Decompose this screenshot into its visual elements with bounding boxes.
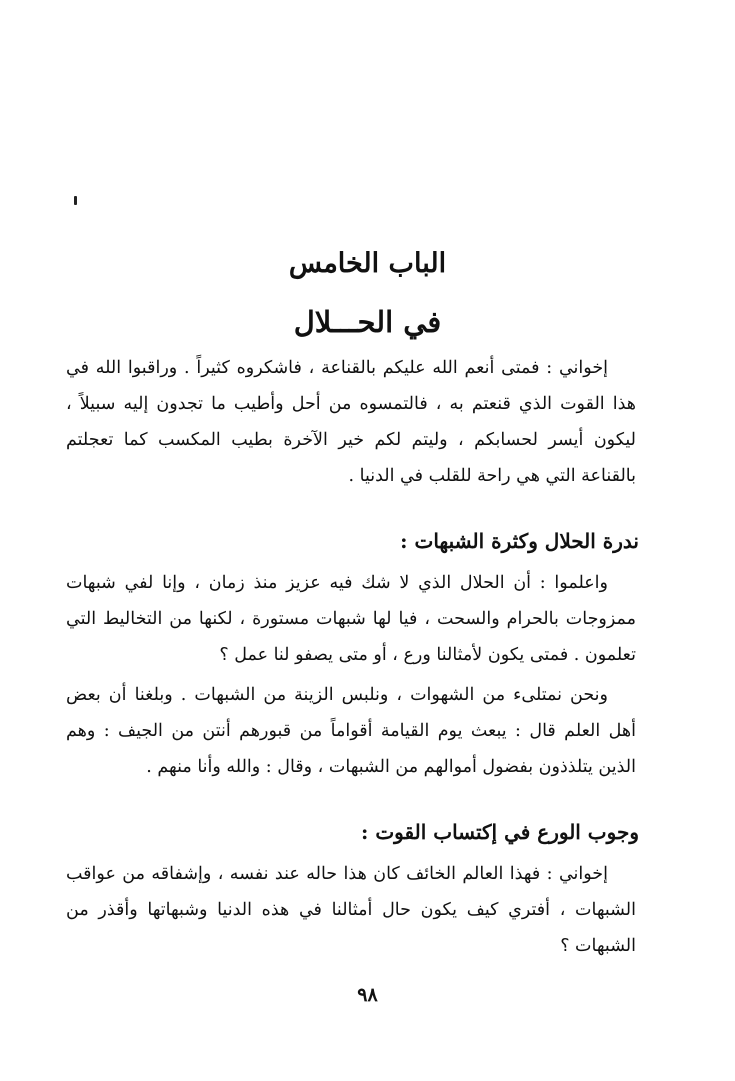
section-heading-piety: وجوب الورع في إكتساب القوت : xyxy=(361,820,639,844)
paragraph-text: إخواني : فمتى أنعم الله عليكم بالقناعة ، فاشكروه كثيراً . وراقبوا الله في هذا القوت الذي قنعتم به ، فالتمسوه من أحل وأطيب ما تجدون إليه سبيلاً ، ليكون أيسر لحسابكم ، وليتم لكم خير الآخرة بطيب المكسب كما تعجلتم بالقناعة التي هي راحة للقلب في الدنيا . xyxy=(66,358,636,486)
paragraph-text: إخواني : فهذا العالم الخائف كان هذا حاله عند نفسه ، وإشفاقه من عواقب الشبهات ، أفتري كيف يكون حال أمثالنا في هذه الدنيا وشبهاتها وأقذر من الشبهات ؟ xyxy=(66,864,636,956)
paragraph-intro xyxy=(66,350,636,494)
paragraph-text: ونحن نمتلىء من الشهوات ، ونلبس الزينة من الشبهات . وبلغنا أن بعض أهل العلم قال : يبعث يوم القيامة أقواماً من قبورهم أنتن من الجيف : وهم الذين يتلذذون بفضول أموالهم من الشبهات ، وقال : والله وأنا منهم . xyxy=(66,685,636,777)
paragraph-scarcity-2 xyxy=(66,677,636,785)
paragraph-scarcity-1 xyxy=(66,565,636,673)
chapter-title: الباب الخامس xyxy=(288,248,447,279)
section-heading-scarcity: ندرة الحلال وكثرة الشبهات : xyxy=(400,529,639,553)
paragraph-text: واعلموا : أن الحلال الذي لا شك فيه عزيز منذ زمان ، وإنا لفي شبهات ممزوجات بالحرام والسحت ، فيا لها شبهات مستورة ، لكنها من التخاليط التي تعلمون . فمتى يكون لأمثالنا ورع ، أو متى يصفو لنا عمل ؟ xyxy=(66,573,636,665)
chapter-subtitle: في الحـــلال xyxy=(293,305,442,339)
stray-ink-mark xyxy=(74,196,77,205)
paragraph-piety xyxy=(66,856,636,964)
page-number: ٩٨ xyxy=(357,984,378,1006)
